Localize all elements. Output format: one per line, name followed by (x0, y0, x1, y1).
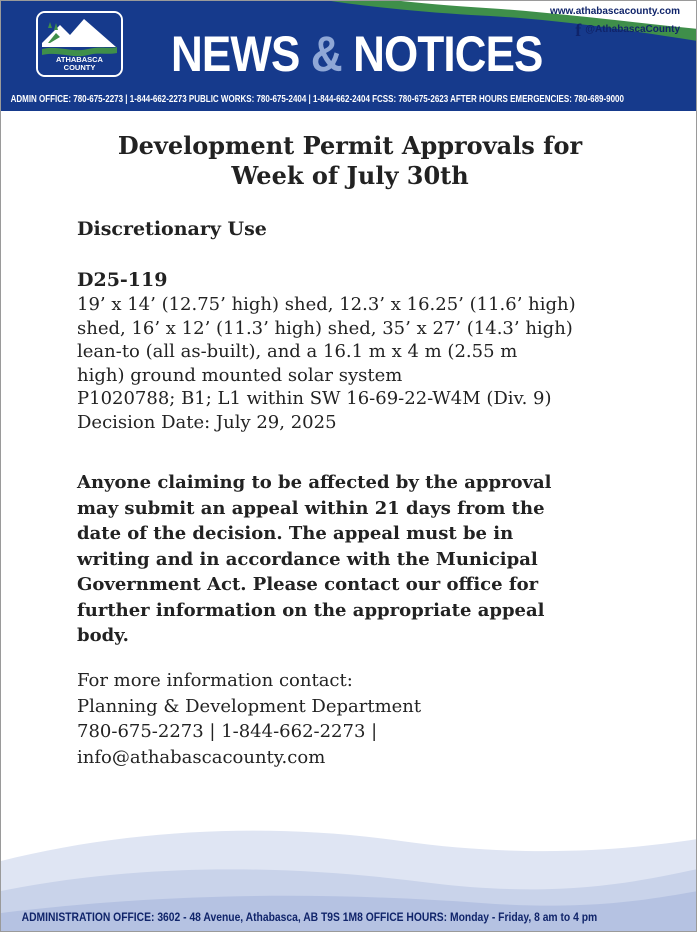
website-link[interactable]: www.athabascacounty.com (549, 6, 680, 17)
phone-numbers-bar: ADMIN OFFICE: 780-675-2273 | 1-844-662-2273 PUBLIC WORKS: 780-675-2404 | 1-844-662-2404 FCSS: 780-675-2623 AFTER HOURS EMERGENCIES: 780-689-9000 (10, 94, 624, 105)
permit-line: lean-to (all as-built), and a 16.1 m x 4 m (2.55 m (77, 341, 518, 362)
permit-line: shed, 16’ x 12’ (11.3’ high) shed, 35’ x 27’ (14.3’ high) (77, 317, 573, 339)
notice-title (77, 131, 623, 191)
permit-line: Decision Date: July 29, 2025 (77, 411, 337, 433)
permit-line: high) ground mounted solar system (77, 364, 403, 386)
notice-title-block (77, 131, 637, 191)
footer-address-bar: ADMINISTRATION OFFICE: 3602 - 48 Avenue, Athabasca, AB T9S 1M8 OFFICE HOURS: Monday - Friday, 8 am to 4 pm (21, 910, 598, 924)
appeal-line: date of the decision. The appeal must be in (77, 523, 514, 544)
appeal-line: body. (77, 625, 129, 646)
logo-text-athabasca: ATHABASCA (56, 55, 103, 64)
title-notices: NOTICES (353, 26, 543, 82)
notice-title-line: Development Permit Approvals for (117, 131, 583, 160)
title-ampersand: & (310, 26, 342, 82)
news-notices-title (171, 19, 543, 89)
permit-line: P1020788; B1; L1 within SW 16-69-22-W4M (Div. 9) (77, 388, 552, 409)
header-banner (1, 1, 697, 111)
facebook-row[interactable] (550, 22, 680, 38)
appeal-line: Government Act. Please contact our office for (77, 574, 539, 595)
title-news: NEWS (171, 26, 300, 82)
contact-line: For more information contact: (77, 670, 353, 691)
notice-title-line: Week of July 30th (231, 161, 469, 190)
social-links (550, 5, 680, 38)
appeal-line: writing and in accordance with the Municipal (77, 548, 538, 570)
contact-information (77, 668, 421, 770)
permit-line: 19’ x 14’ (12.75’ high) shed, 12.3’ x 16.25’ (11.6’ high) (77, 294, 576, 315)
appeal-line: may submit an appeal within 21 days from the (77, 497, 545, 519)
appeal-line: Anyone claiming to be affected by the approval (77, 472, 552, 493)
contact-line: Planning & Development Department (77, 695, 422, 717)
facebook-icon: f (575, 20, 582, 40)
contact-line: 780-675-2273 | 1-844-662-2273 | (77, 721, 378, 742)
logo-text-county: COUNTY (63, 63, 96, 72)
athabasca-county-logo (36, 11, 123, 77)
contact-email[interactable]: info@athabascacounty.com (77, 746, 326, 768)
appeal-notice (77, 470, 552, 649)
facebook-handle: @AthabascaCounty (585, 24, 680, 35)
permit-description (77, 293, 576, 434)
appeal-line: further information on the appropriate appeal (77, 599, 545, 621)
permit-category: Discretionary Use (77, 218, 267, 240)
permit-number: D25-119 (77, 269, 168, 291)
